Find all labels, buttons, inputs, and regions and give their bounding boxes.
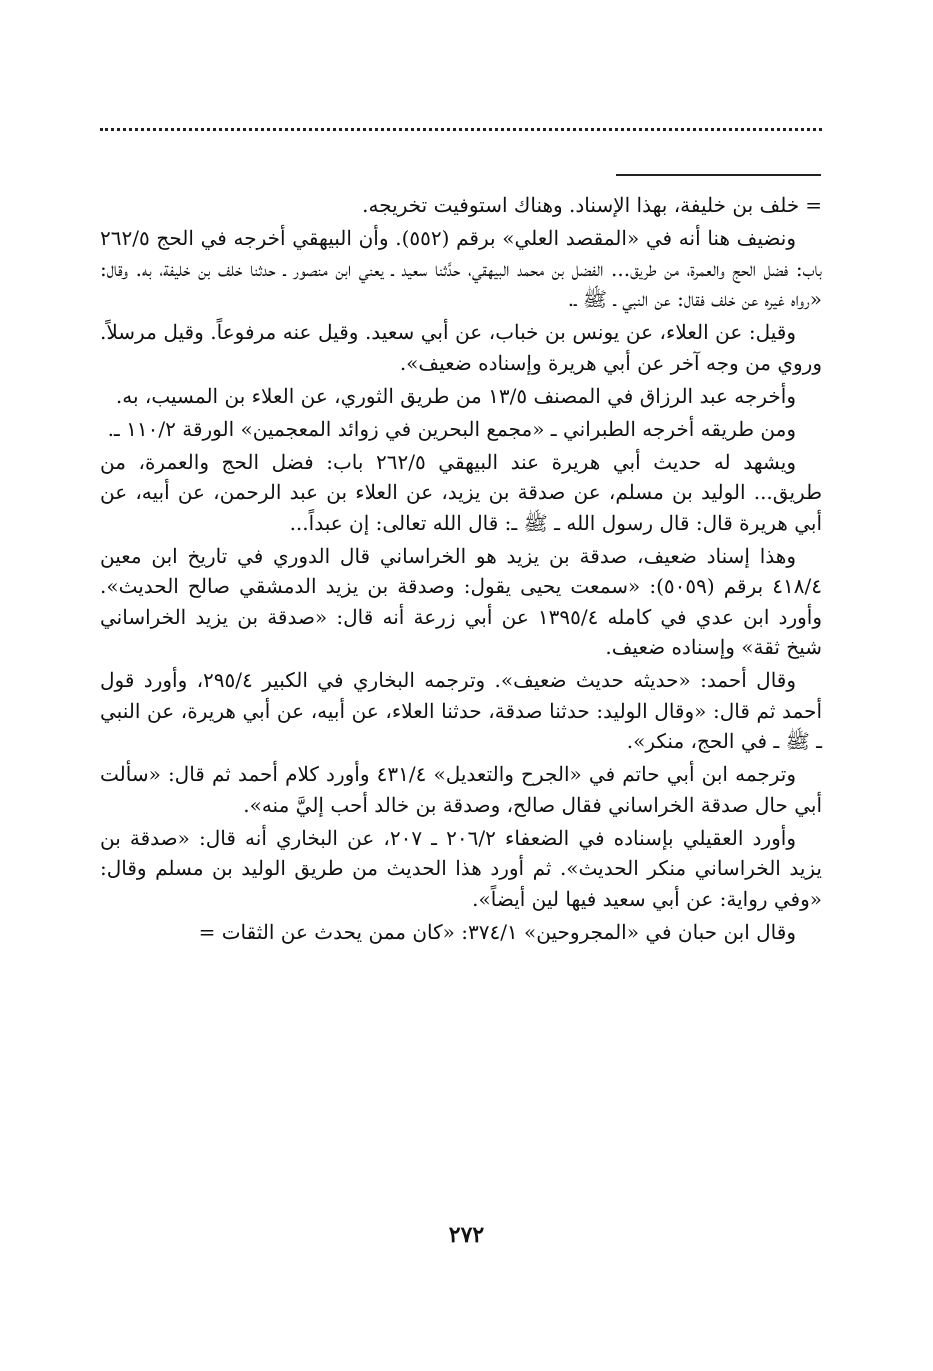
- paragraph-text: خلف بن خليفة، بهذا الإسناد. وهناك استوفيت تخريجه.: [362, 193, 800, 217]
- paragraph: [100, 823, 822, 915]
- footnote-text: [100, 190, 822, 950]
- paragraph: [100, 223, 822, 315]
- page-number: ٢٧٢: [448, 1222, 485, 1248]
- paragraph-text: وترجمه ابن أبي حاتم في «الجرح والتعديل» ٤٣١/٤ وأورد كلام أحمد ثم قال: «سألت أبي حال صدقة الخراساني فقال صالح، وصدقة بن خالد أحب إليَّ منه».: [100, 762, 822, 817]
- header-dotted-rule: [100, 128, 822, 131]
- paragraph: [100, 917, 822, 948]
- paragraph: [100, 381, 822, 412]
- paragraph: [100, 317, 822, 378]
- footnote-separator: [616, 174, 821, 176]
- paragraph: [100, 414, 822, 445]
- paragraph-text: وأخرجه عبد الرزاق في المصنف ١٣/٥ من طريق الثوري، عن العلاء بن المسيب، به.: [115, 383, 796, 408]
- paragraph: [100, 759, 822, 820]
- paragraph-text: وقيل: عن العلاء، عن يونس بن خباب، عن أبي سعيد. وقيل عنه مرفوعاً. وقيل مرسلاً. وروي من وجه آخر عن أبي هريرة وإسناده ضعيف».: [100, 320, 822, 375]
- paragraph-text: وأورد العقيلي بإسناده في الضعفاء ٢٠٦/٢ ـ ٢٠٧، عن البخاري أنه قال: «صدقة بن يزيد الخراساني منكر الحديث». ثم أورد هذا الحديث من طريق الوليد بن مسلم وقال: «وفي رواية: عن أبي سعيد فيها لين أيضاً».: [100, 825, 822, 911]
- continuation-mark: =: [805, 193, 822, 217]
- paragraph-text: ومن طريقه أخرجه الطبراني ـ «مجمع البحرين في زوائد المعجمين» الورقة ١١٠/٢ ـ.: [107, 416, 796, 441]
- paragraph-text: ويشهد له حديث أبي هريرة عند البيهقي ٢٦٢/٥ باب: فضل الحج والعمرة، من طريق... الوليد بن مسلم، عن صدقة بن يزيد، عن العلاء بن عبد الرحمن، عن أبيه، عن أبي هريرة قال: قال رسول الله ـ ﷺ ـ: قال الله تعالى: إن عبداً...: [100, 449, 822, 535]
- paragraph: [100, 665, 822, 757]
- paragraph-text: وقال أحمد: «حديثه حديث ضعيف». وترجمه البخاري في الكبير ٢٩٥/٤، وأورد قول أحمد ثم قال: «وقال الوليد: حدثنا صدقة، حدثنا العلاء، عن أبيه، عن أبي هريرة، عن النبي ـ ﷺ ـ في الحج، منكر».: [100, 668, 822, 753]
- paragraph: [100, 541, 822, 663]
- paragraph-text: وقال ابن حبان في «المجروحين» ٣٧٤/١: «كان ممن يحدث عن الثقات =: [198, 919, 796, 944]
- paragraph-text: وهذا إسناد ضعيف، صدقة بن يزيد هو الخراساني قال الدوري في تاريخ ابن معين ٤١٨/٤ برقم (٥٠٥٩): «سمعت يحيى يقول: وصدقة بن يزيد الدمشقي صالح الحديث». وأورد ابن عدي في كامله ١٣٩٥/٤ عن أبي زرعة أنه قال: «صدقة بن يزيد الخراساني شيخ ثقة» وإسناده ضعيف.: [100, 543, 822, 659]
- paragraph-text: ونضيف هنا أنه في «المقصد العلي» برقم (٥٥٢). وأن البيهقي أخرجه في الحج ٢٦٢/٥ باب: فضل الحج والعمرة، من طريق... الفضل بن محمد البيهقي، حدَّثنا سعيد ـ يعني ابن منصور ـ حدثنا خلف بن خليفة، به. وقال: «رواه غيره عن خلف فقال: عن النبي ـ ﷺ ـ.: [100, 226, 822, 311]
- paragraph: [100, 447, 822, 539]
- paragraph: [100, 190, 822, 221]
